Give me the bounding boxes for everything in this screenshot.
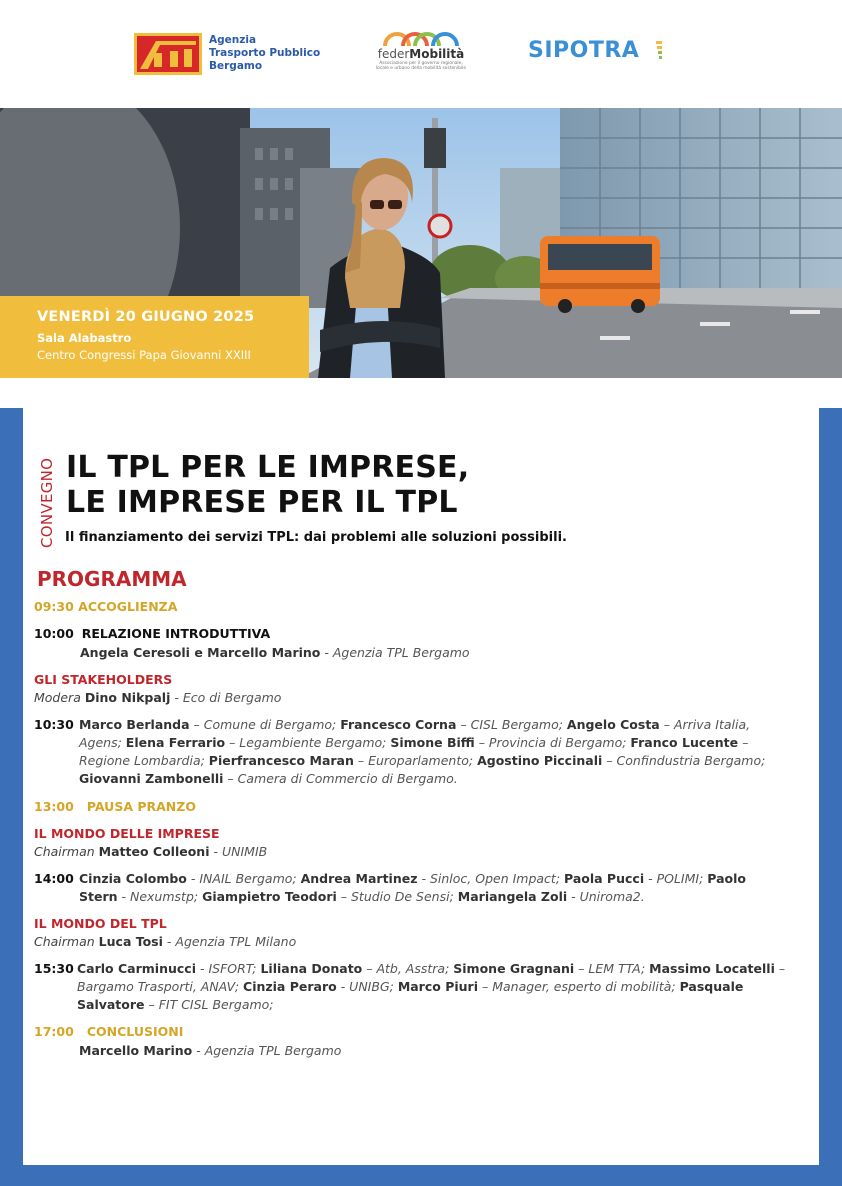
fm-subline-1: Associazione per il governo regionale, — [379, 61, 463, 66]
speaker-name: Giampietro Teodori — [202, 889, 337, 904]
speaker-org: – LEM TTA; — [574, 961, 650, 976]
tpl-chairman — [34, 933, 296, 951]
chairman-name: Luca Tosi — [98, 934, 163, 949]
moderator-org: - Eco di Bergamo — [174, 690, 282, 705]
atp-logo-text — [209, 34, 320, 73]
fm-name-bold: Mobilità — [409, 47, 465, 61]
speaker-org: – CISL Bergamo; — [456, 717, 567, 732]
speaker-org: – Confindustria Bergamo; — [602, 753, 766, 768]
session-1530-speakers — [77, 960, 789, 1014]
session-1700-time: 17:00 — [34, 1024, 74, 1039]
speaker-org: - Sinloc, Open Impact; — [417, 871, 565, 886]
speaker-name: Marco Berlanda — [79, 717, 190, 732]
federmobilita-logo — [367, 24, 475, 76]
speaker-name: Simone Gragnani — [453, 961, 575, 976]
session-1400-speakers — [79, 870, 779, 906]
session-1300-time: 13:00 — [34, 799, 74, 814]
logo-bar — [0, 0, 842, 108]
title-line-2: LE IMPRESE PER IL TPL — [66, 485, 458, 520]
moderator-prefix: Modera — [34, 690, 81, 705]
speaker-org: – Legambiente Bergamo; — [225, 735, 391, 750]
sipotra-logo — [528, 38, 668, 68]
speaker-org: – Bargamo Trasporti, ANAV; — [77, 961, 786, 994]
title-line-1: IL TPL PER LE IMPRESE, — [66, 450, 470, 485]
imprese-heading: IL MONDO DELLE IMPRESE — [34, 826, 220, 841]
chairman-org: - UNIMIB — [213, 844, 268, 859]
sipotra-bars-icon — [654, 41, 664, 63]
speaker-name: Elena Ferrario — [125, 735, 226, 750]
speaker-name: Franco Lucente — [630, 735, 739, 750]
speaker-name: Cinzia Peraro — [243, 979, 337, 994]
sipotra-wordmark: SIPOTRA — [528, 38, 640, 63]
session-1300 — [34, 798, 196, 816]
speaker-name: Pasquale Salvatore — [77, 979, 744, 1012]
event-date: VENERDÌ 20 GIUGNO 2025 — [37, 309, 255, 325]
event-room: Sala Alabastro — [37, 331, 132, 345]
speaker-org: - Agenzia TPL Bergamo — [324, 645, 470, 660]
atp-line-3: Bergamo — [209, 60, 263, 72]
event-venue: Centro Congressi Papa Giovanni XXIII — [37, 348, 251, 362]
speaker-org: - Agenzia TPL Bergamo — [196, 1043, 342, 1058]
speaker-name: Angelo Costa — [566, 717, 660, 732]
speaker-name: Francesco Corna — [340, 717, 457, 732]
speaker-org: – Provincia di Bergamo; — [474, 735, 631, 750]
imprese-chairman — [34, 843, 267, 861]
chairman-prefix: Chairman — [34, 934, 95, 949]
federmobilita-arcs-icon — [381, 24, 461, 48]
speaker-name: Simone Biffi — [390, 735, 475, 750]
speaker-name: Mariangela Zoli — [457, 889, 568, 904]
speaker-org: – Regione Lombardia; — [79, 735, 749, 768]
session-1030-speakers — [79, 716, 779, 788]
speaker-name: Marcello Marino — [79, 1043, 193, 1058]
speaker-org: – Arriva Italia, Agens; — [79, 717, 751, 750]
speaker-org: – Manager, esperto di mobilità; — [478, 979, 680, 994]
atp-line-1: Agenzia — [209, 34, 257, 46]
atp-logo-icon — [134, 33, 202, 75]
speaker-org: – FIT CISL Bergamo; — [144, 997, 274, 1012]
speaker-name: Massimo Locatelli — [649, 961, 775, 976]
session-0930: 09:30 ACCOGLIENZA — [34, 599, 178, 614]
programma-heading: PROGRAMMA — [37, 567, 187, 591]
speaker-name: Agostino Piccinali — [477, 753, 603, 768]
session-1700-speakers — [79, 1042, 341, 1060]
speaker-org: - Nexumstp; — [117, 889, 203, 904]
convegno-side-label: CONVEGNO — [38, 457, 56, 548]
fm-name-prefix: feder — [377, 47, 410, 61]
chairman-org: - Agenzia TPL Milano — [166, 934, 297, 949]
speaker-name: Carlo Carminucci — [77, 961, 196, 976]
speaker-name: Paola Pucci — [564, 871, 645, 886]
session-1530-time: 15:30 — [34, 961, 74, 976]
session-1000-time: 10:00 — [34, 626, 74, 641]
event-date-box — [0, 296, 309, 378]
moderator-name: Dino Nikpalj — [84, 690, 171, 705]
speaker-org: – Studio De Sensi; — [336, 889, 458, 904]
speaker-org: – Europarlamento; — [353, 753, 478, 768]
speaker-org: - Uniroma2. — [567, 889, 645, 904]
speaker-name: Marco Piuri — [397, 979, 478, 994]
session-1700-label: CONCLUSIONI — [86, 1024, 184, 1039]
speaker-org: – Camera di Commercio di Bergamo. — [223, 771, 458, 786]
atp-bergamo-logo — [134, 33, 334, 75]
stakeholders-heading: GLI STAKEHOLDERS — [34, 672, 173, 687]
session-1000-label: RELAZIONE INTRODUTTIVA — [81, 626, 271, 641]
speaker-org: – Atb, Asstra; — [362, 961, 454, 976]
speaker-org: – Comune di Bergamo; — [189, 717, 341, 732]
speaker-name: Angela Ceresoli e Marcello Marino — [80, 645, 321, 660]
speaker-org: - UNIBG; — [336, 979, 398, 994]
speaker-name: Pierfrancesco Maran — [208, 753, 354, 768]
speaker-name: Giovanni Zambonelli — [79, 771, 224, 786]
fm-subline-2: locale e urbano della mobilità sostenibile — [375, 66, 467, 71]
session-1000 — [34, 625, 270, 643]
tpl-heading: IL MONDO DEL TPL — [34, 916, 167, 931]
speaker-name: Liliana Donato — [260, 961, 363, 976]
speaker-name: Paolo Stern — [79, 871, 746, 904]
session-1400-time: 14:00 — [34, 871, 74, 886]
speaker-org: - POLIMI; — [644, 871, 708, 886]
event-subtitle: Il finanziamento dei servizi TPL: dai problemi alle soluzioni possibili. — [65, 530, 567, 545]
speaker-name: Andrea Martinez — [300, 871, 418, 886]
event-title — [66, 450, 469, 520]
session-1030-time: 10:30 — [34, 717, 74, 732]
stakeholders-moderator — [34, 689, 281, 707]
speaker-org: - INAIL Bergamo; — [186, 871, 301, 886]
session-1000-speakers — [80, 644, 470, 662]
speaker-org: - ISFORT; — [195, 961, 261, 976]
session-1700 — [34, 1023, 183, 1041]
chairman-prefix: Chairman — [34, 844, 95, 859]
atp-line-2: Trasporto Pubblico — [209, 47, 321, 59]
federmobilita-name — [367, 47, 475, 61]
session-1300-label: PAUSA PRANZO — [86, 799, 196, 814]
speaker-name: Cinzia Colombo — [79, 871, 187, 886]
chairman-name: Matteo Colleoni — [98, 844, 210, 859]
